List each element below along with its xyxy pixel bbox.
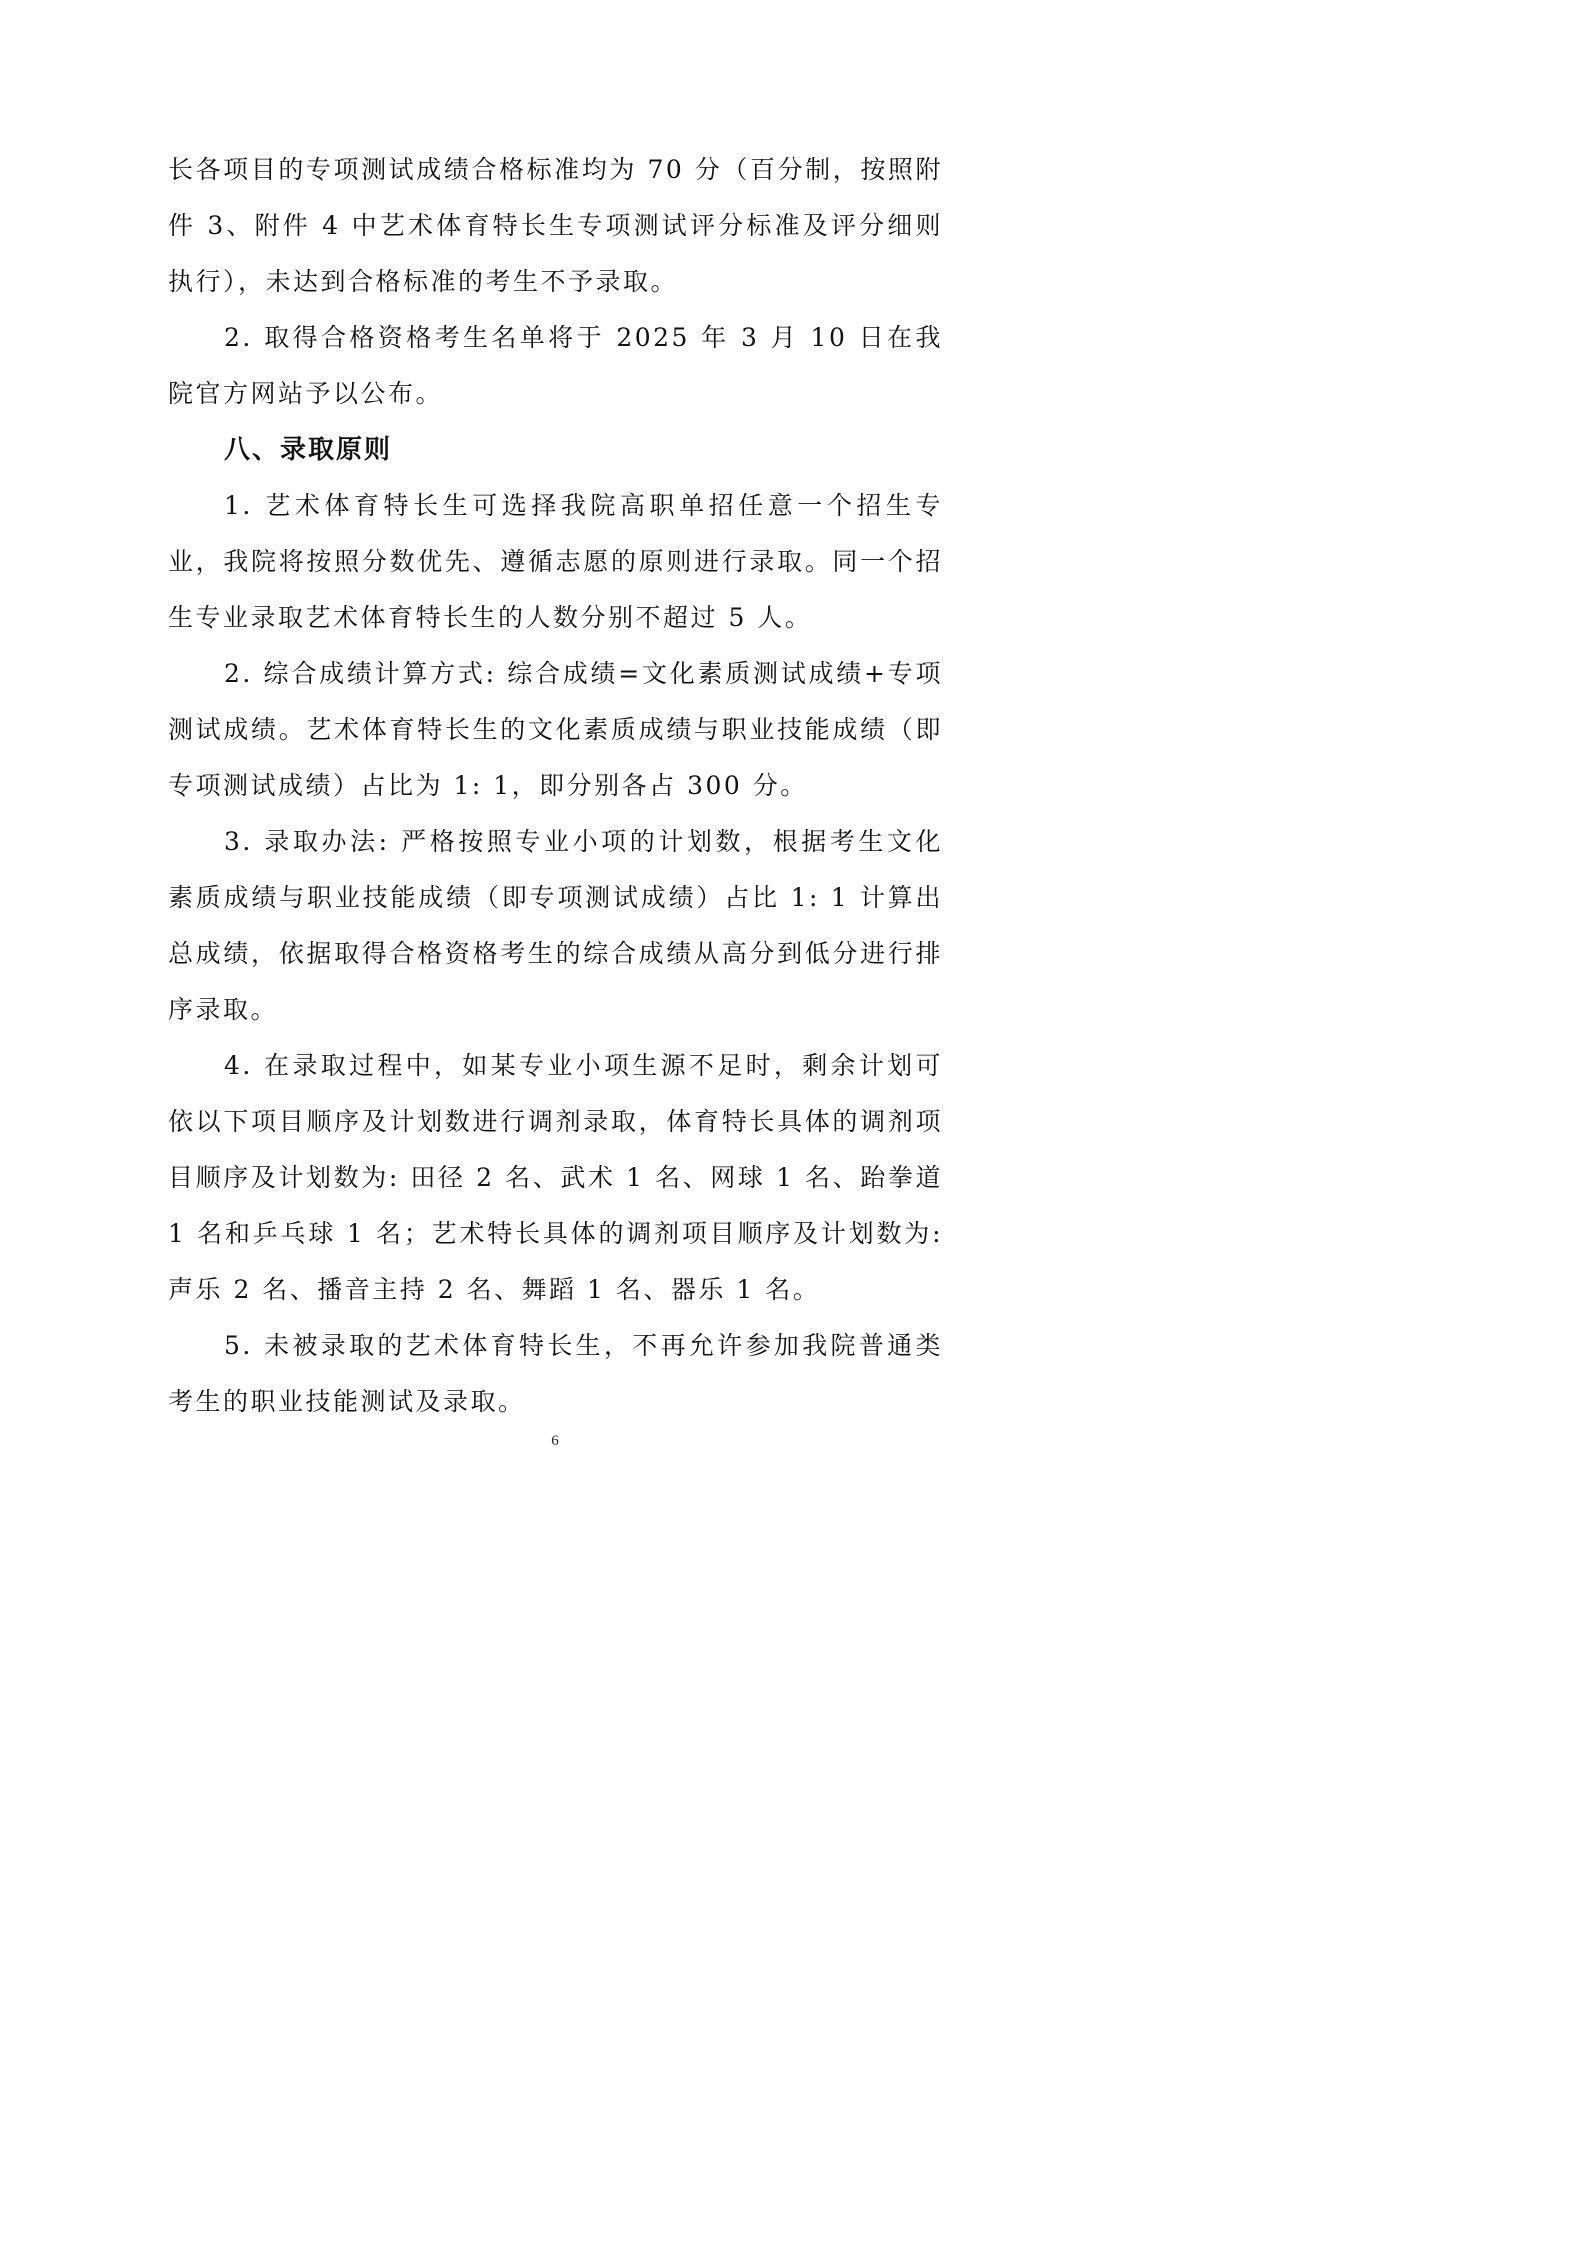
paragraph-rule-3: 3. 录取办法: 严格按照专业小项的计划数，根据考生文化素质成绩与职业技能成绩（即专项测试成绩）占比 1: 1 计算出总成绩，依据取得合格资格考生的综合成绩从高分到低分进行排序录取。 — [168, 827, 943, 1024]
page-number: 6 — [551, 1433, 559, 1449]
section-heading-admission-principles: 八、录取原则 — [224, 435, 393, 465]
paragraph-rule-5: 5. 未被录取的艺术体育特长生，不再允许参加我院普通类考生的职业技能测试及录取。 — [168, 1331, 943, 1416]
document-page — [0, 0, 1110, 1570]
paragraph-passing-standard: 长各项目的专项测试成绩合格标准均为 70 分（百分制，按照附件 3、附件 4 中艺术体育特长生专项测试评分标准及评分细则执行），未达到合格标准的考生不予录取。 — [168, 155, 943, 296]
paragraph-qualified-list: 2. 取得合格资格考生名单将于 2025 年 3 月 10 日在我院官方网站予以公布。 — [168, 323, 943, 408]
document-body — [168, 142, 943, 1430]
paragraph-rule-2: 2. 综合成绩计算方式: 综合成绩=文化素质测试成绩+专项测试成绩。艺术体育特长生的文化素质成绩与职业技能成绩（即专项测试成绩）占比为 1: 1，即分别各占 300 分。 — [168, 659, 943, 800]
paragraph-rule-4: 4. 在录取过程中，如某专业小项生源不足时，剩余计划可依以下项目顺序及计划数进行调剂录取，体育特长具体的调剂项目顺序及计划数为: 田径 2 名、武术 1 名、网球 1 名、跆拳道 1 名和乒乓球 1 名；艺术特长具体的调剂项目顺序及计划数为: 声乐 2 名、播音主持 2 名、舞蹈 1 名、器乐 1 名。 — [168, 1051, 943, 1304]
paragraph-rule-1: 1. 艺术体育特长生可选择我院高职单招任意一个招生专业，我院将按照分数优先、遵循志愿的原则进行录取。同一个招生专业录取艺术体育特长生的人数分别不超过 5 人。 — [168, 491, 943, 632]
